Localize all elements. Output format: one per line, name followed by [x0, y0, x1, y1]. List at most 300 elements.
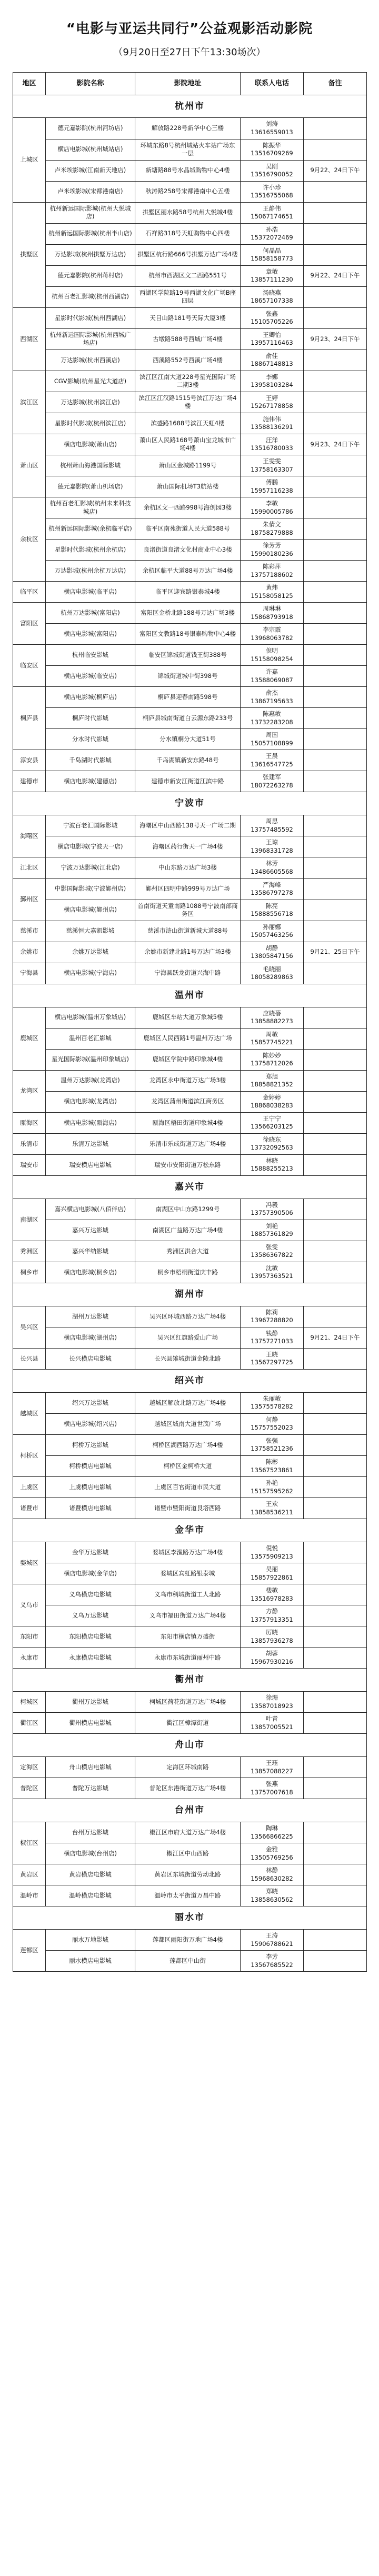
- contact-cell: [241, 1477, 304, 1498]
- cinema-name-cell: 卢米埃影城(宋都港南店): [46, 181, 135, 202]
- table-row: [13, 265, 367, 286]
- contact-phone: 13757188602: [251, 571, 293, 578]
- contact-phone: 15057108899: [251, 739, 293, 747]
- contact-name: 林静: [266, 1866, 278, 1874]
- contact-name: 陈惠敏: [263, 710, 281, 718]
- contact-cell: [241, 1112, 304, 1133]
- contact-phone: 15990180236: [251, 550, 293, 557]
- contact-name: 胡静: [266, 944, 278, 952]
- contact-phone: 15057463256: [251, 931, 293, 939]
- note-cell: [304, 1049, 367, 1070]
- contact-cell: [241, 1822, 304, 1843]
- contact-phone: 13616559013: [251, 128, 293, 136]
- contact-name: 王涛: [266, 1932, 278, 1940]
- note-cell: [304, 1626, 367, 1648]
- district-cell: 慈溪市: [13, 921, 46, 942]
- address-cell: 越城区解放北路万达广场4楼: [135, 1392, 241, 1413]
- note-cell: [304, 1757, 367, 1778]
- contact-cell: [241, 1455, 304, 1476]
- city-name: 丽水市: [13, 1906, 367, 1930]
- cinema-name-cell: 杭州万达影城(富阳店): [46, 603, 135, 624]
- contact-phone: 13957116463: [251, 339, 293, 347]
- contact-phone: 13757007618: [251, 1788, 293, 1796]
- contact-cell: [241, 1605, 304, 1626]
- contact-phone: 13757485592: [251, 825, 293, 833]
- note-cell: [304, 921, 367, 942]
- contact-cell: [241, 815, 304, 836]
- cinema-name-cell: 永康横店电影城: [46, 1648, 135, 1669]
- note-cell: [304, 413, 367, 434]
- note-cell: [304, 371, 367, 392]
- address-cell: 慈溪市浒山街道新城大道88号: [135, 921, 241, 942]
- cinema-name-cell: 温州万达影城(龙湾店): [46, 1070, 135, 1091]
- district-cell: 温岭市: [13, 1885, 46, 1906]
- contact-cell: [241, 160, 304, 181]
- district-cell: 永康市: [13, 1648, 46, 1669]
- table-row: [13, 1477, 367, 1498]
- cinema-name-cell: 柯桥横店电影城: [46, 1455, 135, 1476]
- contact-phone: 13567685522: [251, 1961, 293, 1969]
- district-cell: 长兴县: [13, 1348, 46, 1369]
- city-section-row: [13, 1283, 367, 1306]
- table-row: [13, 518, 367, 540]
- contact-name: 王琼: [266, 838, 278, 846]
- contact-phone: 15372072469: [251, 234, 293, 242]
- note-cell: [304, 1713, 367, 1734]
- table-row: [13, 687, 367, 708]
- cinema-name-cell: 黄岩横店电影城: [46, 1864, 135, 1885]
- contact-cell: [241, 181, 304, 202]
- contact-phone: 13968063782: [251, 634, 293, 642]
- note-cell: [304, 1563, 367, 1584]
- contact-name: 张鑫: [266, 309, 278, 317]
- contact-name: 施伟伟: [263, 415, 281, 423]
- table-row: [13, 1455, 367, 1476]
- district-cell: 淳安县: [13, 750, 46, 771]
- contact-name: 郑旭: [266, 1072, 278, 1080]
- district-cell: 龙湾区: [13, 1070, 46, 1112]
- district-cell: 建德市: [13, 771, 46, 792]
- table-row: [13, 1626, 367, 1648]
- cinema-name-cell: 杭州新远国际影城(余杭临平店): [46, 518, 135, 540]
- note-cell: [304, 878, 367, 900]
- cinema-name-cell: 横店电影城(宁波天一店): [46, 836, 135, 857]
- address-cell: 椒江区市府大道万达广场4楼: [135, 1822, 241, 1843]
- contact-phone: 15857922861: [251, 1573, 293, 1581]
- address-cell: 临平区迎宾路银泰城4楼: [135, 582, 241, 603]
- city-name: 绍兴市: [13, 1369, 367, 1392]
- contact-name: 刘涛: [266, 120, 278, 128]
- table-row: [13, 1112, 367, 1133]
- cinema-name-cell: 长兴横店电影城: [46, 1348, 135, 1369]
- address-cell: 拱墅区杭行路666号拱墅万达广场4楼: [135, 244, 241, 265]
- cinema-name-cell: 义乌万达影城: [46, 1605, 135, 1626]
- contact-name: 何静: [266, 1415, 278, 1423]
- cinema-name-cell: 横店电影城(桐庐店): [46, 687, 135, 708]
- note-cell: [304, 1306, 367, 1327]
- district-cell: 诸暨市: [13, 1498, 46, 1519]
- contact-cell: [241, 1434, 304, 1455]
- district-cell: 萧山区: [13, 434, 46, 497]
- contact-cell: [241, 1692, 304, 1713]
- contact-name: 李宗霞: [263, 626, 281, 634]
- contact-phone: 13588136291: [251, 423, 293, 431]
- table-row: [13, 1864, 367, 1885]
- district-cell: 义乌市: [13, 1584, 46, 1626]
- contact-name: 张强: [266, 1436, 278, 1444]
- table-row: [13, 1199, 367, 1220]
- district-cell: 临安区: [13, 645, 46, 687]
- contact-phone: 18758279888: [251, 528, 293, 536]
- table-row: [13, 1885, 367, 1906]
- contact-name: 王晨: [266, 752, 278, 760]
- cinema-name-cell: 杭州百老汇影城(杭州西湖店): [46, 286, 135, 307]
- contact-phone: 13857936278: [251, 1636, 293, 1644]
- contact-name: 冯毅: [266, 1201, 278, 1209]
- contact-name: 沈敏: [266, 1264, 278, 1272]
- city-section-row: [13, 1175, 367, 1199]
- contact-name: 许嘉: [266, 668, 278, 676]
- contact-cell: [241, 518, 304, 540]
- cinema-name-cell: 衢州万达影城: [46, 1692, 135, 1713]
- cinema-name-cell: 桐庐时代影城: [46, 708, 135, 729]
- table-row: [13, 413, 367, 434]
- address-cell: 海曙区中山西路138号天一广场二期: [135, 815, 241, 836]
- header-cinema-name: 影院名称: [46, 73, 135, 95]
- table-row: [13, 1327, 367, 1348]
- address-cell: 莲都区丽阳街万地广场4楼: [135, 1930, 241, 1951]
- contact-phone: 13587018923: [251, 1702, 293, 1710]
- contact-cell: [241, 1199, 304, 1220]
- district-cell: 余姚市: [13, 942, 46, 963]
- table-row: [13, 1498, 367, 1519]
- note-cell: [304, 1584, 367, 1605]
- contact-name: 何晶晶: [263, 246, 281, 254]
- cinema-name-cell: 嘉兴横店电影城(八佰伴店): [46, 1199, 135, 1220]
- cinema-name-cell: 杭州临安影城: [46, 645, 135, 666]
- table-row: [13, 1220, 367, 1241]
- address-cell: 桐乡市梧桐街道庆丰路: [135, 1262, 241, 1283]
- table-row: [13, 1413, 367, 1434]
- cinema-name-cell: 慈溪恒大嘉凯影城: [46, 921, 135, 942]
- address-cell: 东阳市横店镇万盛街: [135, 1626, 241, 1648]
- address-cell: 定海区环城南路: [135, 1757, 241, 1778]
- table-row: [13, 350, 367, 371]
- note-cell: [304, 1434, 367, 1455]
- address-cell: 西溪路552号西溪广场4楼: [135, 350, 241, 371]
- address-cell: 秋涛路258号宋都港南中心五楼: [135, 181, 241, 202]
- address-cell: 义乌市稠城街道工人北路: [135, 1584, 241, 1605]
- contact-cell: [241, 1584, 304, 1605]
- contact-name: 孙丽娜: [263, 923, 281, 931]
- table-row: [13, 497, 367, 518]
- note-cell: [304, 1220, 367, 1241]
- address-cell: 宁海县跃龙街道兴海中路: [135, 963, 241, 984]
- contact-cell: [241, 1864, 304, 1885]
- contact-cell: [241, 434, 304, 455]
- cinema-name-cell: 金华万达影城: [46, 1542, 135, 1563]
- contact-phone: 13588069087: [251, 676, 293, 684]
- cinema-name-cell: 卢米埃影城(江南新天地店): [46, 160, 135, 181]
- note-cell: [304, 202, 367, 223]
- note-cell: [304, 836, 367, 857]
- address-cell: 余杭区临平大道88号万达广场4楼: [135, 561, 241, 582]
- contact-phone: 15267178858: [251, 402, 293, 410]
- table-row: [13, 645, 367, 666]
- contact-name: 方静: [266, 1607, 278, 1615]
- district-cell: 吴兴区: [13, 1306, 46, 1348]
- note-cell: [304, 350, 367, 371]
- address-cell: 长兴县雉城街道金陵北路: [135, 1348, 241, 1369]
- cinema-name-cell: 横店电影城(龙湾店): [46, 1091, 135, 1112]
- contact-name: 吴刚: [266, 162, 278, 170]
- contact-name: 陈振华: [263, 141, 281, 149]
- address-cell: 上虞区百官街道市民大道: [135, 1477, 241, 1498]
- contact-name: 王婷: [266, 394, 278, 402]
- address-cell: 鹿城区学院中路印象城4楼: [135, 1049, 241, 1070]
- cinema-name-cell: 杭州新远国际影城(杭州西城广场店): [46, 328, 135, 350]
- contact-cell: [241, 561, 304, 582]
- table-row: [13, 1049, 367, 1070]
- contact-name: 周敏: [266, 1030, 278, 1038]
- contact-phone: 13505769256: [251, 1853, 293, 1861]
- city-name: 杭州市: [13, 95, 367, 118]
- cinema-name-cell: 中影国际影城(宁波鄞州店): [46, 878, 135, 900]
- cinema-name-cell: 横店电影城(杭州城站店): [46, 139, 135, 160]
- address-cell: 椒江区中山西路: [135, 1843, 241, 1864]
- address-cell: 富阳区金桥北路188号万达广场3楼: [135, 603, 241, 624]
- contact-phone: 15957116238: [251, 486, 293, 494]
- address-cell: 滨江区江汉路1515号滨江万达广场4楼: [135, 392, 241, 413]
- contact-name: 徐晓东: [263, 1135, 281, 1143]
- contact-cell: [241, 1713, 304, 1734]
- table-row: [13, 118, 367, 139]
- cinema-name-cell: 横店电影城(富阳店): [46, 624, 135, 645]
- contact-cell: [241, 1542, 304, 1563]
- contact-phone: 18857361829: [251, 1230, 293, 1238]
- contact-phone: 13516780033: [251, 444, 293, 452]
- contact-phone: 13616547725: [251, 760, 293, 768]
- contact-name: 王卿怡: [263, 331, 281, 338]
- note-cell: [304, 1199, 367, 1220]
- contact-name: 张燕: [266, 1780, 278, 1788]
- district-cell: 黄岩区: [13, 1864, 46, 1885]
- table-row: [13, 666, 367, 687]
- note-cell: [304, 1007, 367, 1028]
- contact-cell: [241, 1327, 304, 1348]
- contact-name: 陶琳: [266, 1824, 278, 1832]
- table-row: [13, 942, 367, 963]
- contact-name: 应晓蓓: [263, 1009, 281, 1017]
- contact-cell: [241, 1498, 304, 1519]
- address-cell: 锦城街道城中街398号: [135, 666, 241, 687]
- cinema-name-cell: 余姚万达影城: [46, 942, 135, 963]
- note-cell: [304, 1070, 367, 1091]
- contact-cell: [241, 1778, 304, 1799]
- table-row: [13, 434, 367, 455]
- cinema-name-cell: 横店电影城(鄞州店): [46, 900, 135, 921]
- contact-cell: [241, 1757, 304, 1778]
- contact-phone: 15967930216: [251, 1658, 293, 1665]
- contact-phone: 13757271033: [251, 1337, 293, 1345]
- cinema-name-cell: 万达影城(杭州余杭万达店): [46, 561, 135, 582]
- contact-cell: [241, 1930, 304, 1951]
- district-cell: 拱墅区: [13, 202, 46, 307]
- district-cell: 普陀区: [13, 1778, 46, 1799]
- table-row: [13, 1822, 367, 1843]
- address-cell: 柯城区荷花街道万达广场4楼: [135, 1692, 241, 1713]
- note-cell: [304, 1091, 367, 1112]
- contact-phone: 13732092563: [251, 1144, 293, 1152]
- table-row: [13, 160, 367, 181]
- note-cell: [304, 118, 367, 139]
- cinema-name-cell: 杭州百老汇影城(杭州未来科技城店): [46, 497, 135, 518]
- table-row: [13, 1133, 367, 1154]
- note-cell: [304, 540, 367, 561]
- contact-cell: [241, 624, 304, 645]
- contact-cell: [241, 729, 304, 750]
- contact-phone: 13586367822: [251, 1251, 293, 1259]
- table-row: [13, 1306, 367, 1327]
- contact-name: 金婷婷: [263, 1093, 281, 1101]
- cinema-name-cell: 横店电影城(临平店): [46, 582, 135, 603]
- contact-cell: [241, 455, 304, 476]
- note-cell: [304, 1348, 367, 1369]
- city-name: 嘉兴市: [13, 1175, 367, 1199]
- contact-name: 王欢: [266, 1500, 278, 1508]
- header-contact: 联系人电话: [241, 73, 304, 95]
- cinema-name-cell: 衢州横店电影城: [46, 1713, 135, 1734]
- address-cell: 鹿城区人民西路1号温州万达广场: [135, 1028, 241, 1049]
- table-row: [13, 921, 367, 942]
- address-cell: 西湖区学院路19号西湖文化广场B座四层: [135, 286, 241, 307]
- note-cell: [304, 771, 367, 792]
- note-cell: [304, 666, 367, 687]
- contact-cell: [241, 582, 304, 603]
- contact-name: 钱静: [266, 1329, 278, 1337]
- note-cell: [304, 900, 367, 921]
- cinema-name-cell: 横店电影城(建德店): [46, 771, 135, 792]
- note-cell: [304, 729, 367, 750]
- table-row: [13, 1757, 367, 1778]
- note-cell: [304, 1154, 367, 1175]
- contact-cell: [241, 1563, 304, 1584]
- table-row: [13, 392, 367, 413]
- contact-phone: 13857111230: [251, 276, 293, 284]
- note-cell: [304, 455, 367, 476]
- contact-phone: 13566866225: [251, 1832, 293, 1840]
- district-cell: 婺城区: [13, 1542, 46, 1584]
- contact-cell: [241, 1348, 304, 1369]
- header-district: 地区: [13, 73, 46, 95]
- contact-cell: [241, 771, 304, 792]
- cinema-name-cell: 横店电影城(桐乡店): [46, 1262, 135, 1283]
- contact-cell: [241, 603, 304, 624]
- contact-phone: 13867195633: [251, 697, 293, 705]
- city-section-row: [13, 1519, 367, 1542]
- contact-name: 陈莉: [266, 1308, 278, 1316]
- address-cell: 温岭市太平街道万昌中路: [135, 1885, 241, 1906]
- cinema-name-cell: 德元嘉影院(杭州河坊店): [46, 118, 135, 139]
- cinema-name-cell: 千岛湖时代影城: [46, 750, 135, 771]
- contact-phone: 15857745221: [251, 1039, 293, 1046]
- district-cell: 瑞安市: [13, 1154, 46, 1175]
- address-cell: 环城东路8号杭州城站火车站广场东一层: [135, 139, 241, 160]
- contact-cell: [241, 1091, 304, 1112]
- contact-name: 张建军: [263, 773, 281, 781]
- contact-name: 周思: [266, 817, 278, 825]
- table-row: [13, 561, 367, 582]
- note-cell: 9月23、24日下午: [304, 434, 367, 455]
- city-name: 湖州市: [13, 1283, 367, 1306]
- page-subtitle: （9月20日至27日下午13:30场次）: [113, 47, 266, 58]
- contact-cell: [241, 118, 304, 139]
- contact-name: 朱倩文: [263, 521, 281, 528]
- address-cell: 瓯海区梧田街道印象城4楼: [135, 1112, 241, 1133]
- contact-cell: [241, 202, 304, 223]
- contact-phone: 15158098254: [251, 655, 293, 663]
- contact-cell: [241, 708, 304, 729]
- contact-phone: 13516709269: [251, 149, 293, 157]
- contact-cell: [241, 1648, 304, 1669]
- cinema-name-cell: 横店电影城(湖州店): [46, 1327, 135, 1348]
- city-name: 衢州市: [13, 1669, 367, 1692]
- note-cell: [304, 645, 367, 666]
- address-cell: 南湖区中山东路1299号: [135, 1199, 241, 1220]
- contact-cell: [241, 244, 304, 265]
- table-row: [13, 963, 367, 984]
- note-cell: [304, 1413, 367, 1434]
- district-cell: 柯城区: [13, 1692, 46, 1713]
- table-row: [13, 836, 367, 857]
- table-row: [13, 1028, 367, 1049]
- contact-cell: [241, 1951, 304, 1972]
- cinema-name-cell: 星影时代影城(杭州滨江店): [46, 413, 135, 434]
- cinema-name-cell: 星光国际影城(温州印象城店): [46, 1049, 135, 1070]
- contact-phone: 13566203125: [251, 1123, 293, 1131]
- note-cell: [304, 286, 367, 307]
- contact-cell: [241, 265, 304, 286]
- table-row: [13, 878, 367, 900]
- district-cell: 海曙区: [13, 815, 46, 857]
- contact-cell: [241, 666, 304, 687]
- note-cell: [304, 1262, 367, 1283]
- cinema-name-cell: 横店电影城(萧山店): [46, 434, 135, 455]
- page-title: “电影与亚运共同行”公益观影活动影院: [66, 21, 313, 37]
- table-row: [13, 1070, 367, 1091]
- contact-name: 许小珍: [263, 183, 281, 191]
- contact-cell: [241, 1241, 304, 1262]
- address-cell: 柯桥区湖西路万达广场4楼: [135, 1434, 241, 1455]
- address-cell: 建德市新安江街道江滨中路: [135, 771, 241, 792]
- contact-phone: 18072263278: [251, 781, 293, 789]
- table-row: [13, 1843, 367, 1864]
- address-cell: 柯桥区金柯桥大道: [135, 1455, 241, 1476]
- contact-name: 徐珊: [266, 1694, 278, 1702]
- cinema-name-cell: 杭州新远国际影城(杭州半山店): [46, 223, 135, 244]
- contact-name: 黄炜: [266, 584, 278, 592]
- contact-cell: [241, 878, 304, 900]
- district-cell: 乐清市: [13, 1133, 46, 1154]
- contact-cell: [241, 963, 304, 984]
- note-cell: [304, 244, 367, 265]
- cinema-name-cell: 温岭横店电影城: [46, 1885, 135, 1906]
- contact-name: 周国: [266, 731, 278, 739]
- address-cell: 黄岩区东城街道劳动北路: [135, 1864, 241, 1885]
- cinema-table: [13, 72, 367, 1972]
- note-cell: [304, 1112, 367, 1133]
- district-cell: 宁海县: [13, 963, 46, 984]
